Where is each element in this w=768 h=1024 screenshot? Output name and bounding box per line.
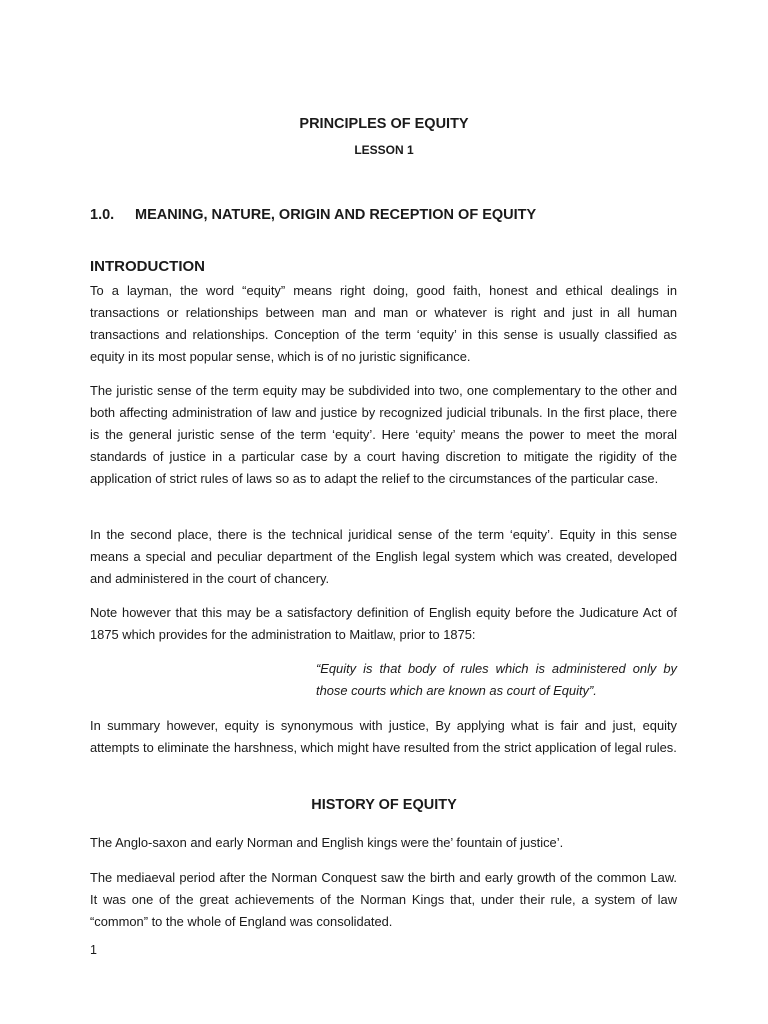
paragraph: The Anglo-saxon and early Norman and English kings were the’ fountain of justice’.	[90, 835, 564, 850]
page-number: 1	[90, 943, 97, 957]
paragraph: In summary however, equity is synonymous with justice, By applying what is fair and just, equity attempts to eliminate the harshness, which might have resulted from the strict application of legal rules.	[90, 718, 677, 755]
introduction-heading: INTRODUCTION	[90, 258, 205, 275]
history-heading: HISTORY OF EQUITY	[311, 797, 457, 813]
section-title: MEANING, NATURE, ORIGIN AND RECEPTION OF EQUITY	[135, 207, 537, 223]
paragraph: The juristic sense of the term equity may be subdivided into two, one complementary to the other and both affecting administration of law and justice by recognized judicial tribunals. In the first place, there is the general juristic sense of the term ‘equity’. Here ‘equity’ means the power to meet the moral standards of justice in a particular case by a court having discretion to mitigate the rigidity of the application of strict rules of laws so as to adapt the relief to the circumstances of the particular case.	[90, 383, 677, 486]
document-title: PRINCIPLES OF EQUITY	[299, 116, 469, 132]
block-quote: “Equity is that body of rules which is administered only by those courts which are known as court of Equity”.	[316, 661, 677, 698]
paragraph: In the second place, there is the technical juridical sense of the term ‘equity’. Equity in this sense means a special and peculiar department of the English legal system which was created, developed and administered in the court of chancery.	[90, 527, 677, 586]
paragraph: Note however that this may be a satisfactory definition of English equity before the Judicature Act of 1875 which provides for the administration to Maitlaw, prior to 1875:	[90, 605, 677, 642]
section-heading	[90, 207, 690, 223]
paragraph: To a layman, the word “equity” means right doing, good faith, honest and ethical dealings in transactions or relationships between man and man or whatever is right and just in all human transactions and relationships. Conception of the term ‘equity’ in this sense is usually classified as equity in its most popular sense, which is of no juristic significance.	[90, 283, 677, 364]
section-number: 1.0.	[90, 207, 115, 223]
paragraph: The mediaeval period after the Norman Conquest saw the birth and early growth of the common Law. It was one of the great achievements of the Norman Kings that, under their rule, a system of law “common” to the whole of England was consolidated.	[90, 870, 677, 929]
lesson-label: LESSON 1	[354, 143, 414, 157]
